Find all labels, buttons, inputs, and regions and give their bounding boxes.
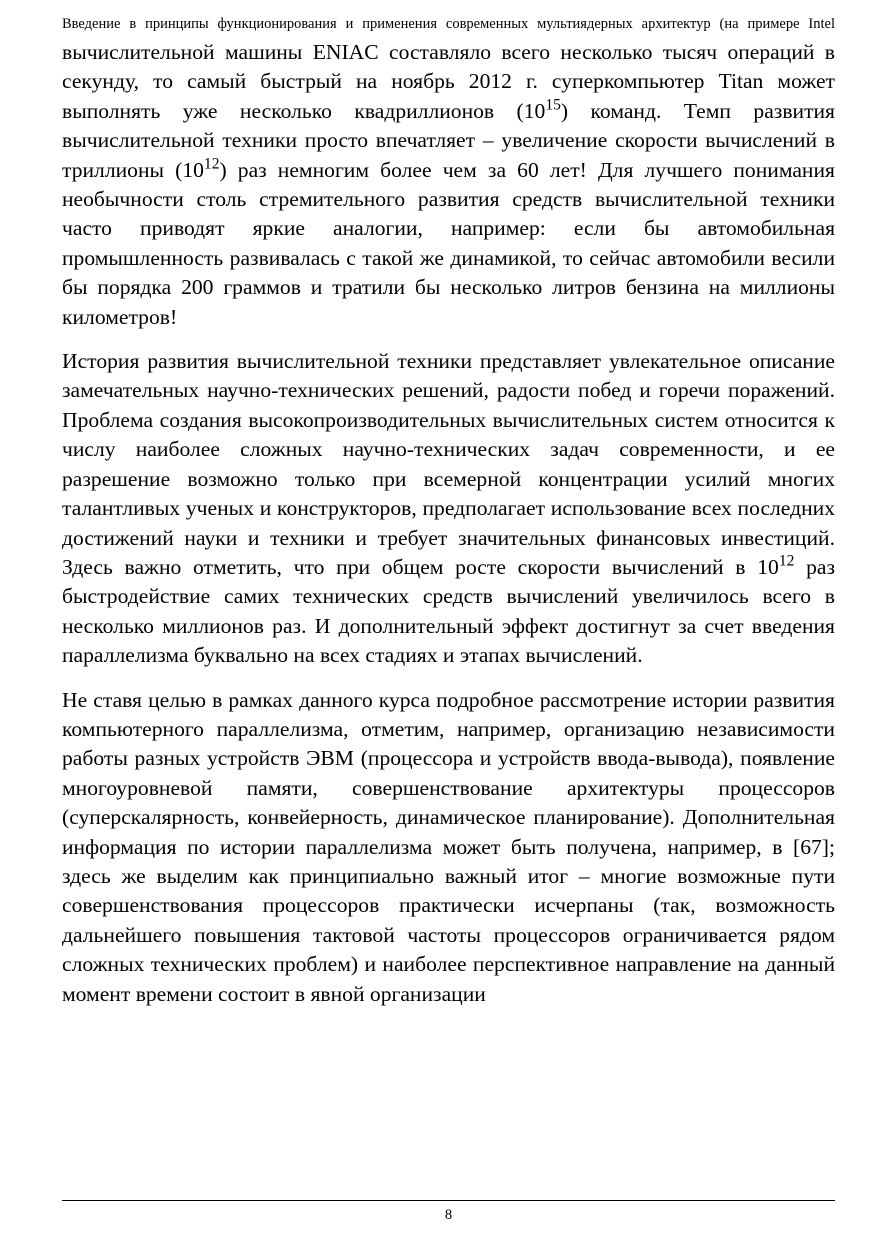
- document-page: [62, 0, 835, 1241]
- body-text: [62, 38, 835, 1156]
- paragraph-text: раз быстродействие самих технических средств вычислений увеличилось всего в несколько миллионов раз. И дополнительный эффект достигнут за счет введения параллелизма буквально на всех стадиях и этапах вычислений.: [62, 554, 835, 668]
- exponent: 12: [203, 155, 220, 173]
- paragraph-text: ) команд. Темп развития вычислительной техники просто впечатляет – увеличение скорости вычислений в триллионы (10: [62, 98, 835, 182]
- exponent: 15: [545, 96, 561, 114]
- paragraph-text: ) раз немногим более чем за 60 лет! Для лучшего понимания необычности столь стремительного развития средств вычислительной техники часто приводят яркие аналогии, например: если бы автомобильная промышленность развивалась с такой же динамикой, то сейчас автомобили весили бы порядка 200 граммов и тратили бы несколько литров бензина на миллионы километров!: [62, 157, 835, 329]
- footer-divider: [62, 1200, 835, 1201]
- paragraph-eniac-titan: [62, 38, 835, 332]
- paragraph-history: [62, 347, 835, 670]
- exponent: 12: [778, 552, 795, 570]
- running-header: Введение в принципы функционирования и применения современных мультиядерных архитектур (на примере Intel: [62, 16, 835, 32]
- paragraph-text: вычислительной машины ENIAC составляло всего несколько тысяч операций в секунду, то самый быстрый на ноябрь 2012 г. суперкомпьютер Titan может выполнять уже несколько квадриллионов (10: [62, 40, 835, 123]
- paragraph-text: История развития вычислительной техники представляет увлекательное описание замечательных научно-технических решений, радости побед и горечи поражений. Проблема создания высокопроизводительных вычислительных систем относится к числу наиболее сложных научно-технических задач современности, и ее разрешение возможно только при всемерной концентрации усилий многих талантливых ученых и конструкторов, предполагает использование всех последних достижений науки и техники и требует значительных финансовых инвестиций. Здесь важно отметить, что при общем росте скорости вычислений в 10: [62, 349, 835, 579]
- paragraph-parallelism: Не ставя целью в рамках данного курса подробное рассмотрение истории развития компьютерного параллелизма, отметим, например, организацию независимости работы разных устройств ЭВМ (процессора и устройств ввода-вывода), появление многоуровневой памяти, совершенствование архитектуры процессоров (суперскалярность, конвейерность, динамическое планирование). Дополнительная информация по истории параллелизма может быть получена, например, в [67]; здесь же выделим как принципиально важный итог – многие возможные пути совершенствования процессоров практически исчерпаны (так, возможность дальнейшего повышения тактовой частоты процессоров ограничивается рядом сложных технических проблем) и наиболее перспективное направление на данный момент времени состоит в явной организации: [62, 687, 835, 1006]
- page-number: 8: [444, 1207, 453, 1223]
